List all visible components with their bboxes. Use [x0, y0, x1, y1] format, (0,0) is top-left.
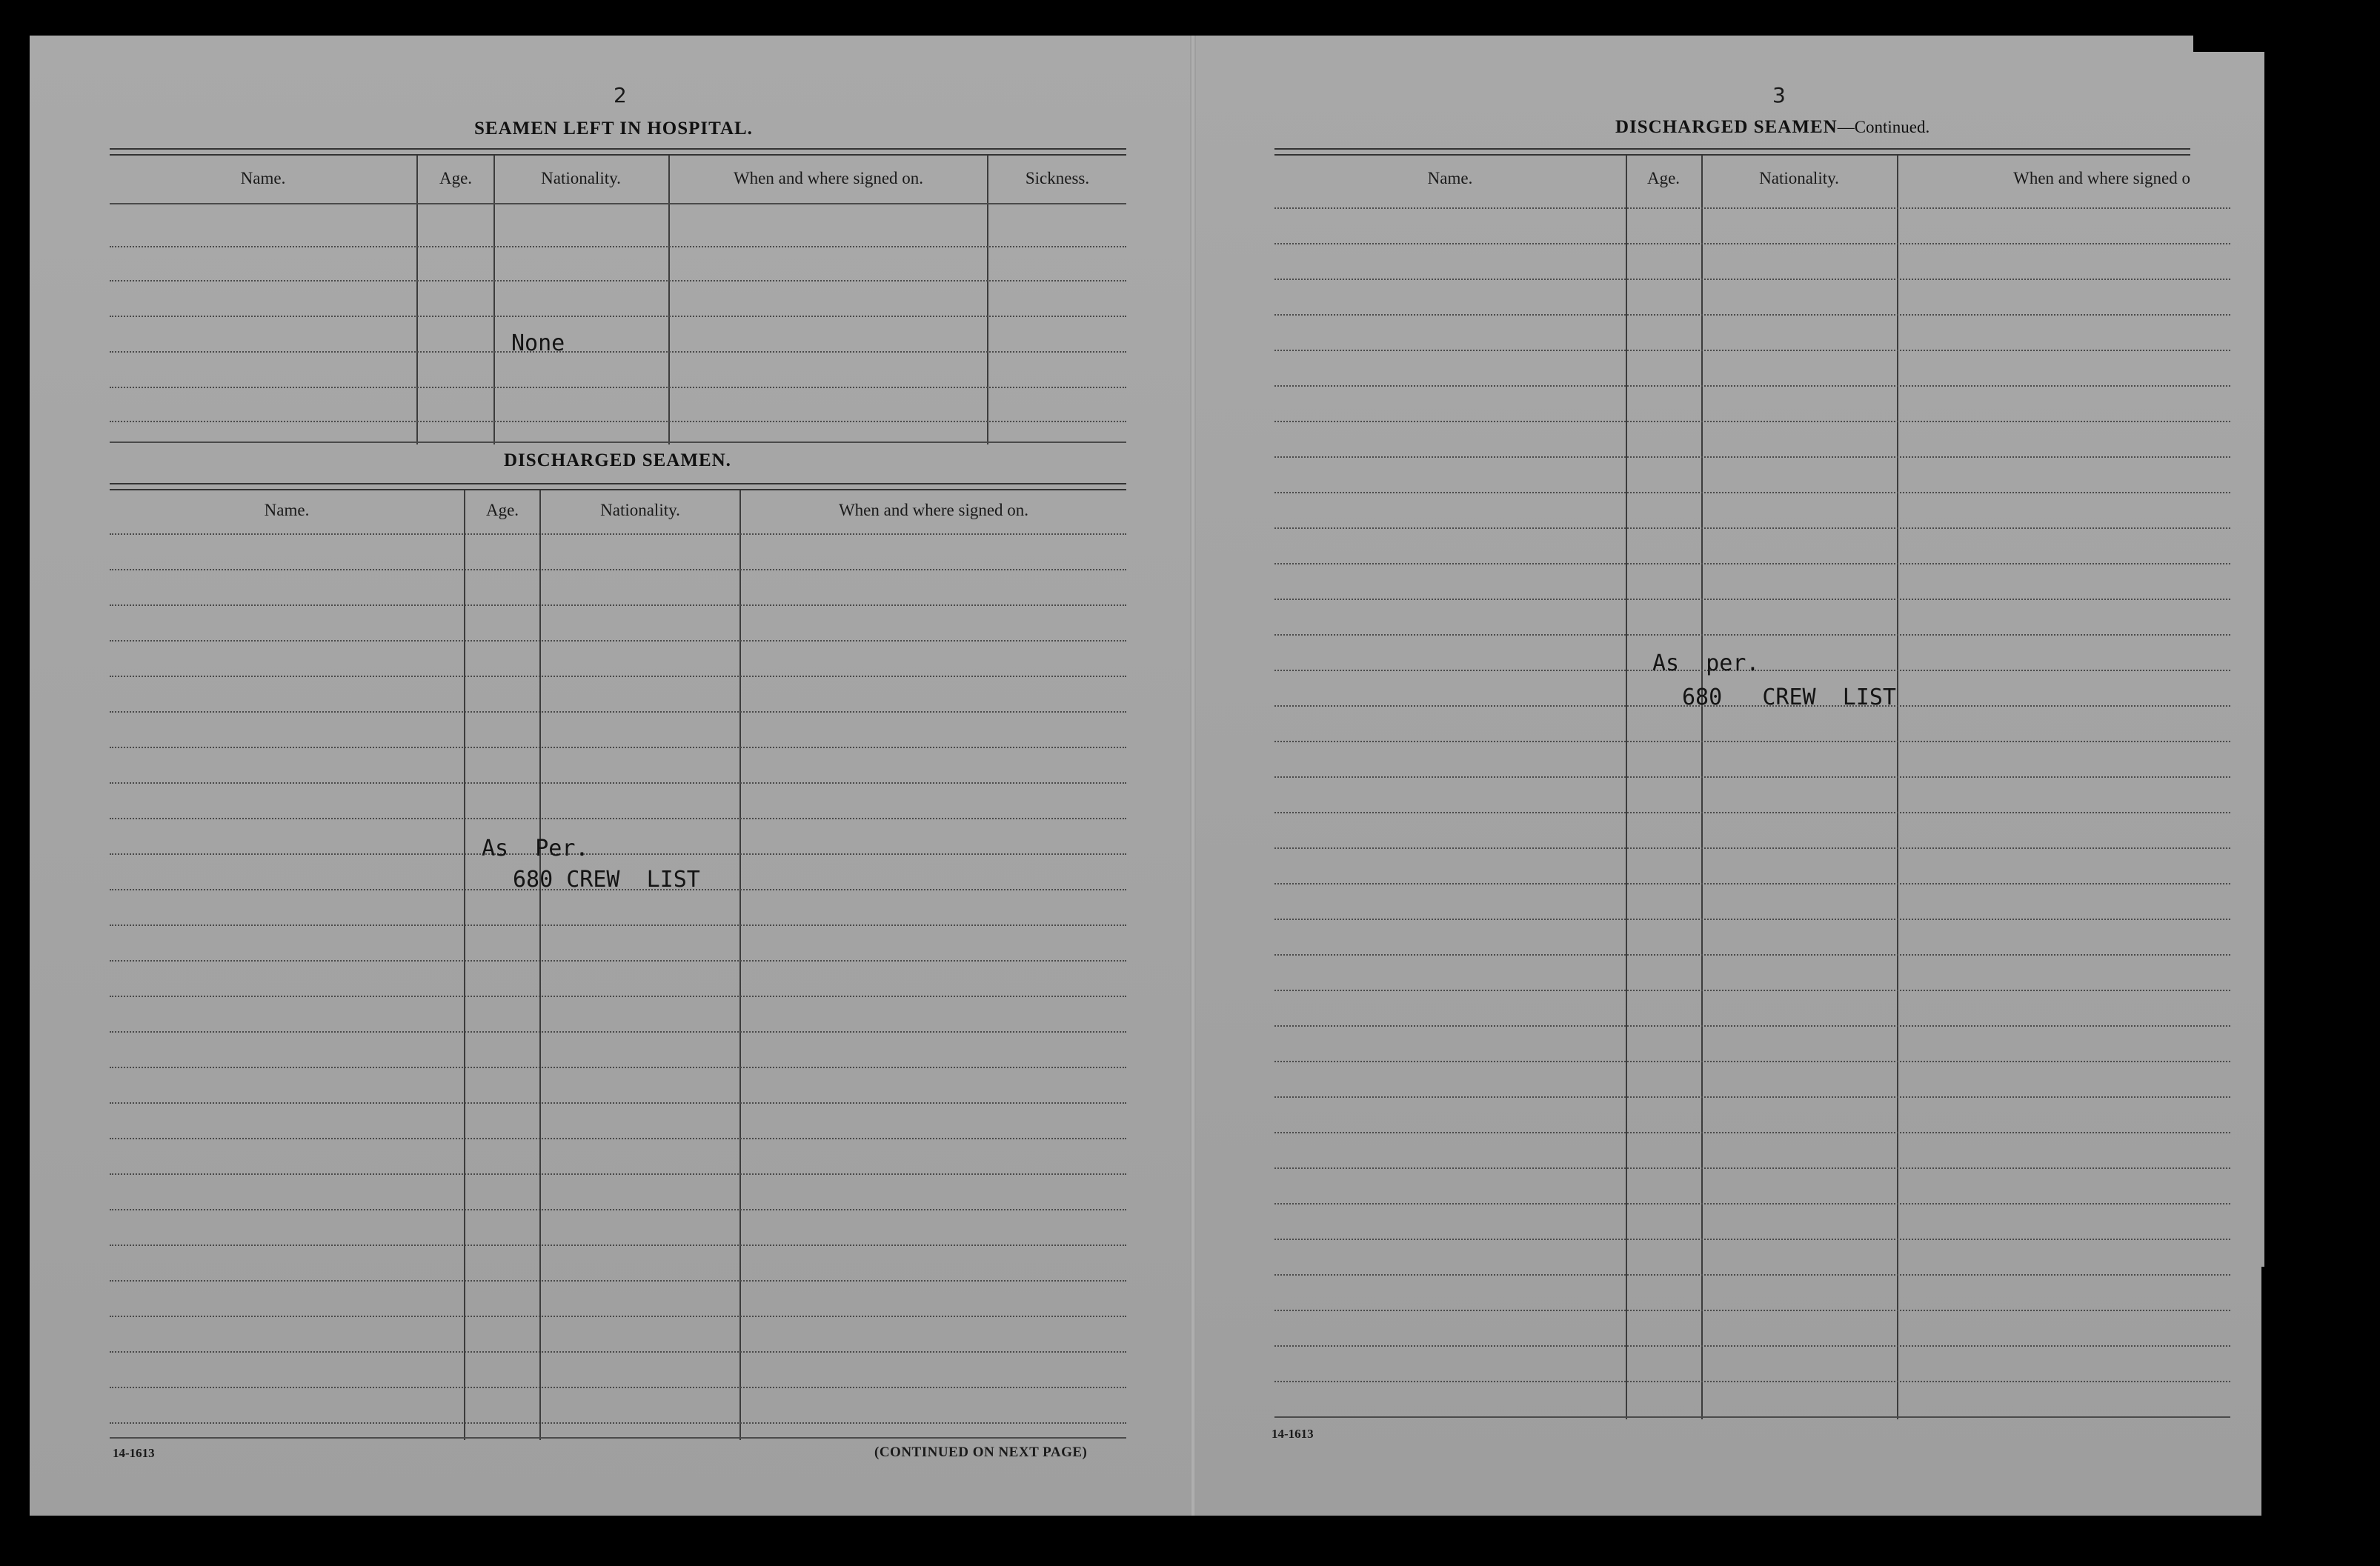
ruled-row-line: [1274, 492, 2230, 493]
ruled-row-line: [1274, 1310, 2230, 1311]
ruled-row-line: [110, 1067, 1126, 1068]
ruled-row-line: [110, 996, 1126, 997]
ruled-row-line: [1274, 1274, 2230, 1276]
discharged-section-title: DISCHARGED SEAMEN.: [504, 450, 731, 470]
discharged-col-signed-on: When and where signed on.: [838, 501, 1029, 519]
hospital-col-nationality: Nationality.: [541, 169, 621, 187]
ruled-row-line: [110, 1280, 1126, 1282]
hospital-row-line: [110, 203, 1126, 204]
ruled-row-line: [1274, 919, 2230, 920]
right-discharged-section-title: [1615, 117, 1929, 138]
ruled-row-line: [1274, 314, 2230, 316]
discharged-vline: [539, 490, 541, 1440]
hospital-vline: [493, 156, 495, 444]
ruled-row-line: [110, 924, 1126, 926]
hospital-col-name: Name.: [240, 169, 286, 187]
closing-rule: [110, 1437, 1126, 1439]
ruled-row-line: [110, 1422, 1126, 1424]
ruled-row-line: [1274, 847, 2230, 849]
ruled-row-line: [110, 640, 1126, 642]
ruled-row-line: [110, 1138, 1126, 1139]
ruled-row-line: [1274, 1025, 2230, 1027]
ruled-row-line: [1274, 634, 2230, 636]
ruled-row-line: [1274, 954, 2230, 956]
form-number-left: 14-1613: [113, 1446, 155, 1460]
right-col-nationality: Nationality.: [1759, 169, 1839, 187]
ruled-row-line: [1274, 350, 2230, 351]
hospital-top-rule: [110, 148, 1126, 156]
discharged-entry-line2: 680 CREW LIST: [513, 867, 700, 893]
ruled-row-line: [1274, 599, 2230, 600]
ruled-row-line: [1274, 421, 2230, 422]
ruled-row-line: [1274, 207, 2230, 209]
ruled-row-line: [110, 569, 1126, 570]
ruled-row-line: [110, 1316, 1126, 1317]
ruled-row-line: [110, 1245, 1126, 1246]
right-title-suffix: —Continued.: [1837, 118, 1930, 136]
page-number-left: 2: [614, 83, 627, 107]
ruled-row-line: [1274, 883, 2230, 884]
ruled-row-line: [1274, 776, 2230, 778]
ruled-row-line: [110, 1387, 1126, 1388]
ruled-row-line: [110, 1351, 1126, 1353]
right-entry-line1: As per.: [1652, 650, 1760, 676]
right-entry-line2: 680 CREW LIST: [1682, 684, 1896, 710]
discharged-col-nationality: Nationality.: [600, 501, 680, 519]
ruled-row-line: [110, 676, 1126, 677]
hospital-entry-none: None: [511, 330, 565, 356]
ruled-row-line: [110, 533, 1126, 535]
right-col-name: Name.: [1427, 169, 1473, 187]
ruled-row-line: [110, 604, 1126, 606]
ruled-row-line: [110, 1209, 1126, 1210]
ruled-row-line: [1274, 563, 2230, 564]
ruled-row-line: [1274, 385, 2230, 387]
page-fold: [1190, 36, 1196, 1516]
ruled-row-line: [1274, 243, 2230, 244]
ruled-row-line: [1274, 1096, 2230, 1098]
ruled-row-line: [110, 1102, 1126, 1104]
discharged-vline: [739, 490, 741, 1440]
ruled-row-line: [1274, 279, 2230, 280]
right-vline: [1897, 156, 1898, 1419]
ruled-row-line: [1274, 1061, 2230, 1062]
hospital-col-age: Age.: [439, 169, 473, 187]
ruled-row-line: [110, 747, 1126, 748]
hospital-row-line: [110, 246, 1126, 247]
right-vline: [1701, 156, 1703, 1419]
discharged-col-age: Age.: [485, 501, 519, 519]
right-vline: [1626, 156, 1627, 1419]
torn-edge: [2193, 36, 2267, 52]
hospital-col-signed-on: When and where signed on.: [733, 169, 924, 187]
ruled-row-line: [1274, 1345, 2230, 1347]
ruled-row-line: [1274, 741, 2230, 742]
ruled-row-line: [1274, 1381, 2230, 1382]
hospital-row-line: [110, 351, 1126, 353]
ruled-row-line: [1274, 1167, 2230, 1169]
form-number-right: 14-1613: [1272, 1427, 1314, 1441]
ruled-row-line: [110, 960, 1126, 962]
ruled-row-line: [1274, 1132, 2230, 1133]
discharged-top-rule: [110, 483, 1126, 490]
right-top-rule: [1274, 148, 2190, 156]
right-col-age: Age.: [1646, 169, 1681, 187]
hospital-row-line: [110, 387, 1126, 388]
hospital-vline: [987, 156, 988, 444]
ruled-row-line: [110, 853, 1126, 855]
discharged-col-name: Name.: [264, 501, 310, 519]
ruled-row-line: [1274, 456, 2230, 458]
ruled-row-line: [110, 1173, 1126, 1175]
hospital-vline: [668, 156, 670, 444]
ruled-row-line: [110, 1031, 1126, 1033]
ruled-row-line: [1274, 1203, 2230, 1205]
ruled-row-line: [1274, 1239, 2230, 1240]
continued-footer: (CONTINUED ON NEXT PAGE): [874, 1445, 1088, 1460]
right-col-signed-on: When and where signed o: [2013, 169, 2190, 187]
discharged-vline: [464, 490, 465, 1440]
right-title-main: DISCHARGED SEAMEN: [1615, 117, 1838, 137]
hospital-row-line: [110, 280, 1126, 281]
closing-rule: [1274, 1416, 2230, 1418]
ruled-row-line: [110, 782, 1126, 784]
hospital-row-line: [110, 316, 1126, 317]
discharged-entry-line1: As Per.: [482, 836, 589, 862]
hospital-section-title: SEAMEN LEFT IN HOSPITAL.: [474, 119, 753, 139]
right-page: [1193, 36, 2264, 1516]
page-number-right: 3: [1772, 83, 1786, 107]
hospital-row-line: [110, 421, 1126, 422]
hospital-vline: [416, 156, 418, 444]
torn-corner: [2261, 1267, 2380, 1566]
ruled-row-line: [1274, 527, 2230, 529]
hospital-col-sickness: Sickness.: [1025, 169, 1090, 187]
ruled-row-line: [110, 711, 1126, 713]
ruled-row-line: [1274, 990, 2230, 991]
hospital-row-line: [110, 442, 1126, 443]
ruled-row-line: [110, 818, 1126, 819]
left-page: [30, 36, 1193, 1516]
ruled-row-line: [1274, 812, 2230, 813]
